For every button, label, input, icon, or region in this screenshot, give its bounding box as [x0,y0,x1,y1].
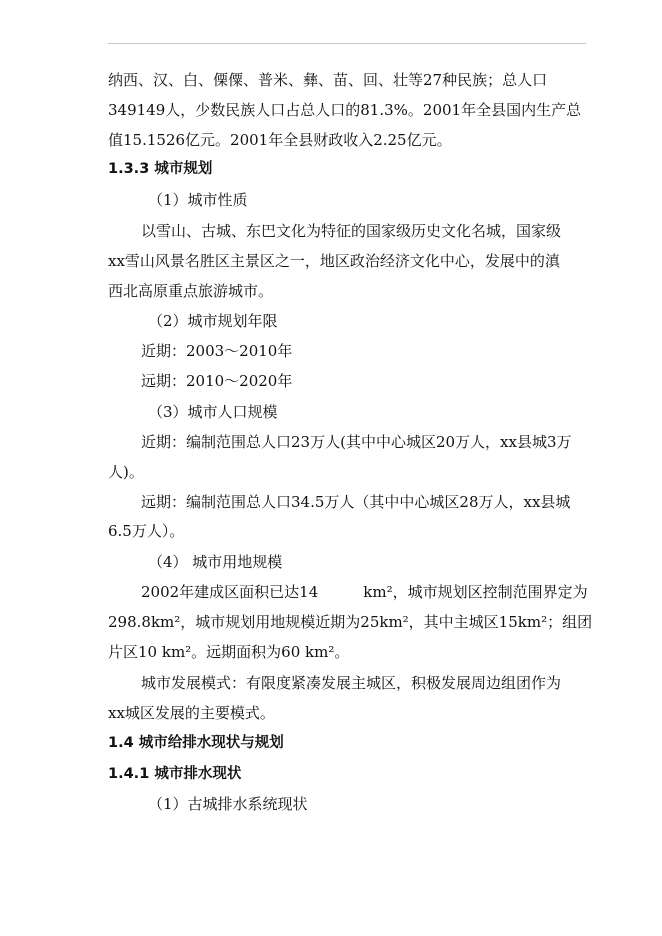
paragraph-line: 纳西、汉、白、傈僳、普米、彝、苗、回、壮等27种民族；总人口 [108,71,548,89]
subsection-label: （3）城市人口规模 [148,403,278,421]
paragraph-line: 6.5万人）。 [108,522,185,540]
paragraph-line: 近期：编制范围总人口23万人(其中中心城区20万人，xx县城3万 [141,433,572,451]
header-rule [108,43,586,44]
section-heading: 1.4.1 城市排水现状 [108,766,242,782]
paragraph-line: 人)。 [108,463,144,481]
paragraph-line: xx城区发展的主要模式。 [108,704,275,722]
subsection-label: （4） 城市用地规模 [148,553,283,571]
paragraph-line: 近期：2003～2010年 [141,342,293,360]
paragraph-line: 远期：2010～2020年 [141,372,293,390]
subsection-label: （2）城市规划年限 [148,312,278,330]
subsection-label: （1）古城排水系统现状 [148,795,308,813]
paragraph-line: 2002年建成区面积已达14 km²，城市规划区控制范围界定为 [141,583,588,601]
paragraph-line: 值15.1526亿元。2001年全县财政收入2.25亿元。 [108,131,452,149]
paragraph-line: 298.8km²，城市规划用地规模近期为25km²，其中主城区15km²；组团 [108,613,593,631]
paragraph-line: 349149人，少数民族人口占总人口的81.3%。2001年全县国内生产总 [108,101,582,119]
paragraph-line: 以雪山、古城、东巴文化为特征的国家级历史文化名城，国家级 [141,222,562,240]
paragraph-line: 片区10 km²。远期面积为60 km²。 [108,643,350,661]
section-heading: 1.4 城市给排水现状与规划 [108,735,284,751]
section-heading: 1.3.3 城市规划 [108,161,213,177]
subsection-label: （1）城市性质 [148,191,248,209]
paragraph-line: xx雪山风景名胜区主景区之一，地区政治经济文化中心，发展中的滇 [108,252,560,270]
paragraph-line: 西北高原重点旅游城市。 [108,282,274,300]
paragraph-line: 远期：编制范围总人口34.5万人（其中中心城区28万人，xx县城 [141,493,571,511]
paragraph-line: 城市发展模式：有限度紧凑发展主城区，积极发展周边组团作为 [141,674,562,692]
